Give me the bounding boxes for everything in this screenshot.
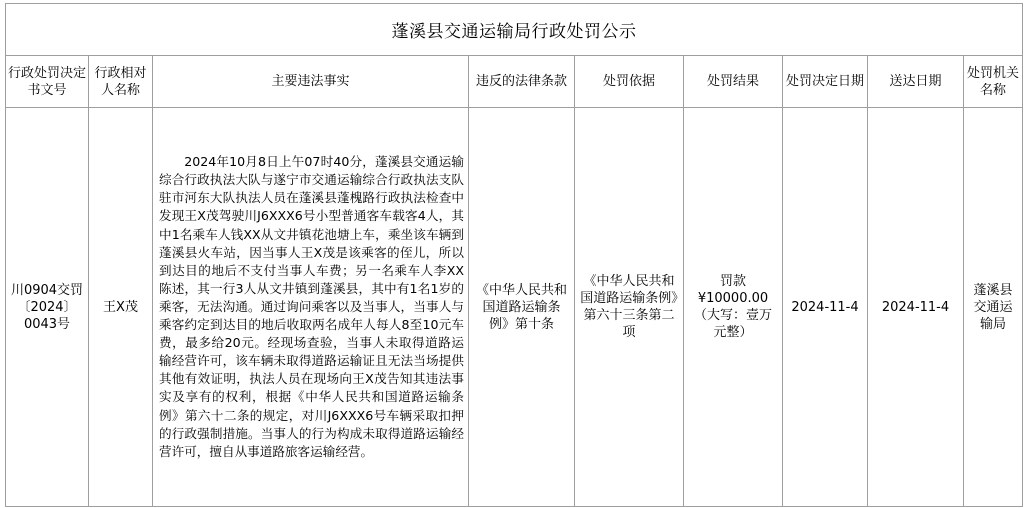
result-type: 罚款 <box>719 274 746 289</box>
header-law: 违反的法律条款 <box>469 56 575 108</box>
decision-date-cell: 2024-11-4 <box>783 108 868 507</box>
header-decision-date: 处罚决定日期 <box>783 56 868 108</box>
page-title: 蓬溪县交通运输局行政处罚公示 <box>6 4 1023 56</box>
header-doc-no: 行政处罚决定书文号 <box>6 56 89 108</box>
header-agency: 处罚机关名称 <box>964 56 1023 108</box>
doc-no-cell: 川0904交罚〔2024〕0043号 <box>6 108 89 507</box>
agency-cell: 蓬溪县交通运输局 <box>964 108 1023 507</box>
result-cell <box>684 108 783 507</box>
result-amount-words: （大写：壹万元整） <box>693 308 772 340</box>
table-row <box>6 108 1023 507</box>
header-result: 处罚结果 <box>684 56 783 108</box>
delivery-date-cell: 2024-11-4 <box>868 108 964 507</box>
party-cell: 王X茂 <box>89 108 153 507</box>
header-basis: 处罚依据 <box>575 56 684 108</box>
header-delivery-date: 送达日期 <box>868 56 964 108</box>
result-amount: ¥10000.00 <box>697 291 769 306</box>
header-party: 行政相对人名称 <box>89 56 153 108</box>
basis-cell: 《中华人民共和国道路运输条例》第六十三条第二项 <box>575 108 684 507</box>
law-cell: 《中华人民共和国道路运输条例》第十条 <box>469 108 575 507</box>
header-row <box>6 56 1023 108</box>
facts-cell: 2024年10月8日上午07时40分，蓬溪县交通运输综合行政执法大队与遂宁市交通运输综合行政执法支队驻市河东大队执法人员在蓬溪县蓬槐路行政执法检查中发现王X茂驾驶川J6XXX6号小型普通客车载客4人，其中1名乘车人钱XX从文井镇花池塘上车，乘坐该车辆到蓬溪县火车站，因当事人王X茂是该乘客的侄儿，所以到达目的地后不支付当事人车费；另一名乘车人李XX陈述，其一行3人从文井镇到蓬溪县，其中有1名1岁的乘客，无法沟通。通过询问乘客以及当事人，当事人与乘客约定到达目的地后收取两名成年人每人8至10元车费，最多给20元。经现场查验，当事人未取得道路运输经营许可，该车辆未取得道路运输证且无法当场提供其他有效证明，执法人员在现场向王X茂告知其违法事实及享有的权利，根据《中华人民共和国道路运输条例》第六十二条的规定，对川J6XXX6号车辆采取扣押的行政强制措施。当事人的行为构成未取得道路运输经营许可，擅自从事道路旅客运输经营。 <box>153 108 469 507</box>
penalty-table <box>5 3 1023 507</box>
header-facts: 主要违法事实 <box>153 56 469 108</box>
